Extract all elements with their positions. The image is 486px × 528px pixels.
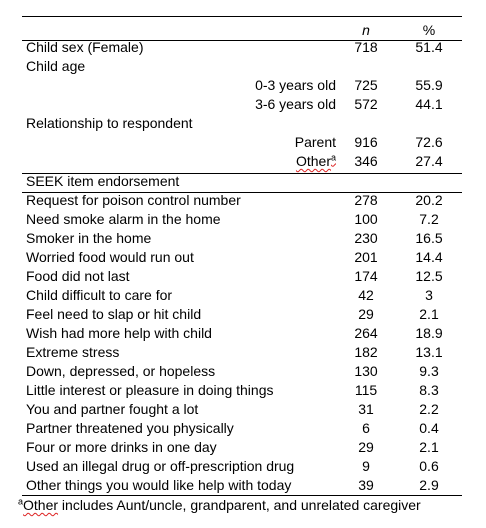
row-label xyxy=(26,381,273,400)
cell-percent: 2.9 xyxy=(419,477,439,493)
table-row xyxy=(22,95,462,114)
header-percent: % xyxy=(422,22,436,38)
cell-percent: 20.2 xyxy=(415,192,443,208)
cell-n: 29 xyxy=(358,306,374,322)
row-label xyxy=(26,38,143,57)
cell-percent: 9.3 xyxy=(419,363,439,379)
table-row xyxy=(22,38,462,57)
table-row xyxy=(22,476,462,495)
cell-n: 264 xyxy=(354,325,378,341)
row-label xyxy=(255,76,336,95)
cell-percent: 55.9 xyxy=(415,77,443,93)
table-row xyxy=(22,248,462,267)
cell-percent: 8.3 xyxy=(419,382,439,398)
table-row xyxy=(22,286,462,305)
row-label xyxy=(26,343,119,362)
cell-percent: 3 xyxy=(425,287,433,303)
row-label-text: Other things you would like help with today xyxy=(26,477,292,493)
row-label-text: Wish had more help with child xyxy=(26,325,212,341)
cell-percent: 14.4 xyxy=(415,249,443,265)
row-label xyxy=(26,305,201,324)
table-row xyxy=(22,305,462,324)
row-label-text: Smoker in the home xyxy=(26,230,152,246)
row-label xyxy=(26,419,234,438)
row-label-text: Child sex (Female) xyxy=(26,39,144,55)
row-label-text: Parent xyxy=(294,134,336,150)
row-label xyxy=(26,362,215,381)
cell-n: 115 xyxy=(354,382,378,398)
cell-n: 725 xyxy=(354,77,378,93)
row-label-text: 0-3 years old xyxy=(255,77,336,93)
table-row xyxy=(22,210,462,229)
row-label-text: Food did not last xyxy=(26,268,130,284)
cell-n: 130 xyxy=(354,363,378,379)
row-label xyxy=(296,152,336,171)
section-label-row xyxy=(22,172,462,191)
footnote-marker: a xyxy=(330,152,336,163)
row-label-text: Child age xyxy=(26,58,86,74)
cell-percent: 27.4 xyxy=(415,153,443,169)
cell-percent: 2.1 xyxy=(419,306,439,322)
cell-n: 9 xyxy=(362,458,370,474)
footnote xyxy=(18,497,421,513)
row-label-text: You and partner fought a lot xyxy=(26,401,199,417)
cell-n: 230 xyxy=(354,230,378,246)
section-label: SEEK item endorsement xyxy=(26,173,180,189)
cell-n: 39 xyxy=(358,477,374,493)
cell-n: 572 xyxy=(354,96,378,112)
row-label xyxy=(26,438,217,457)
cell-n: 182 xyxy=(354,344,378,360)
header-n: n xyxy=(362,22,370,38)
row-label xyxy=(26,229,151,248)
row-label-text: Partner threatened you physically xyxy=(26,420,234,436)
table-bottom-rule xyxy=(22,495,462,496)
row-label-text: Other xyxy=(295,153,331,169)
cell-n: 100 xyxy=(354,211,378,227)
footnote-text: includes Aunt/uncle, grandparent, and unrelated caregiver xyxy=(58,497,421,513)
row-label xyxy=(26,457,294,476)
row-label xyxy=(26,324,212,343)
row-label-text: Feel need to slap or hit child xyxy=(26,306,202,322)
row-label-text: Little interest or pleasure in doing things xyxy=(26,382,274,398)
table-row xyxy=(22,133,462,152)
cell-n: 31 xyxy=(358,401,374,417)
row-label-text: Request for poison control number xyxy=(26,192,241,208)
table-row xyxy=(22,438,462,457)
table-top-rule xyxy=(22,16,462,17)
cell-n: 29 xyxy=(358,439,374,455)
table-row xyxy=(22,324,462,343)
table-row xyxy=(22,457,462,476)
cell-percent: 12.5 xyxy=(415,268,443,284)
row-label-text: Child difficult to care for xyxy=(26,287,173,303)
cell-n: 174 xyxy=(354,268,378,284)
table-row xyxy=(22,400,462,419)
cell-n: 346 xyxy=(354,153,378,169)
row-label-text: 3-6 years old xyxy=(255,96,336,112)
table-row xyxy=(22,57,462,76)
row-label-text: Relationship to respondent xyxy=(26,115,193,131)
footnote-mark: a xyxy=(18,496,24,507)
cell-percent: 51.4 xyxy=(415,39,443,55)
cell-percent: 0.6 xyxy=(419,458,439,474)
cell-percent: 18.9 xyxy=(415,325,443,341)
table-row xyxy=(22,152,462,171)
footnote-word: Other xyxy=(23,497,59,513)
row-label xyxy=(26,267,130,286)
row-label xyxy=(295,133,336,152)
table-row xyxy=(22,381,462,400)
row-label xyxy=(26,476,291,495)
cell-percent: 44.1 xyxy=(415,96,443,112)
row-label-text: Extreme stress xyxy=(26,344,120,360)
table-row xyxy=(22,419,462,438)
cell-percent: 0.4 xyxy=(419,420,439,436)
cell-n: 278 xyxy=(354,192,378,208)
table-row xyxy=(22,114,462,133)
cell-n: 6 xyxy=(362,420,370,436)
table-row xyxy=(22,76,462,95)
cell-percent: 72.6 xyxy=(415,134,443,150)
cell-n: 201 xyxy=(354,249,378,265)
row-label-text: Worried food would run out xyxy=(26,249,194,265)
table-row xyxy=(22,229,462,248)
cell-n: 42 xyxy=(358,287,374,303)
cell-percent: 7.2 xyxy=(419,211,439,227)
row-label xyxy=(26,57,85,76)
row-label xyxy=(26,400,198,419)
cell-percent: 2.1 xyxy=(419,439,439,455)
table-row xyxy=(22,191,462,210)
row-label xyxy=(26,248,194,267)
row-label-text: Need smoke alarm in the home xyxy=(26,211,221,227)
row-label xyxy=(26,191,241,210)
cell-percent: 13.1 xyxy=(415,344,443,360)
cell-n: 718 xyxy=(354,39,378,55)
row-label xyxy=(255,95,336,114)
row-label xyxy=(26,114,193,133)
table-row xyxy=(22,267,462,286)
cell-percent: 2.2 xyxy=(419,401,439,417)
cell-n: 916 xyxy=(354,134,378,150)
row-label-text: Used an illegal drug or off-prescription drug xyxy=(26,458,295,474)
row-label xyxy=(26,286,172,305)
cell-percent: 16.5 xyxy=(415,230,443,246)
row-label-text: Down, depressed, or hopeless xyxy=(26,363,216,379)
row-label-text: Four or more drinks in one day xyxy=(26,439,217,455)
row-label xyxy=(26,210,221,229)
table-row xyxy=(22,343,462,362)
table-row xyxy=(22,362,462,381)
